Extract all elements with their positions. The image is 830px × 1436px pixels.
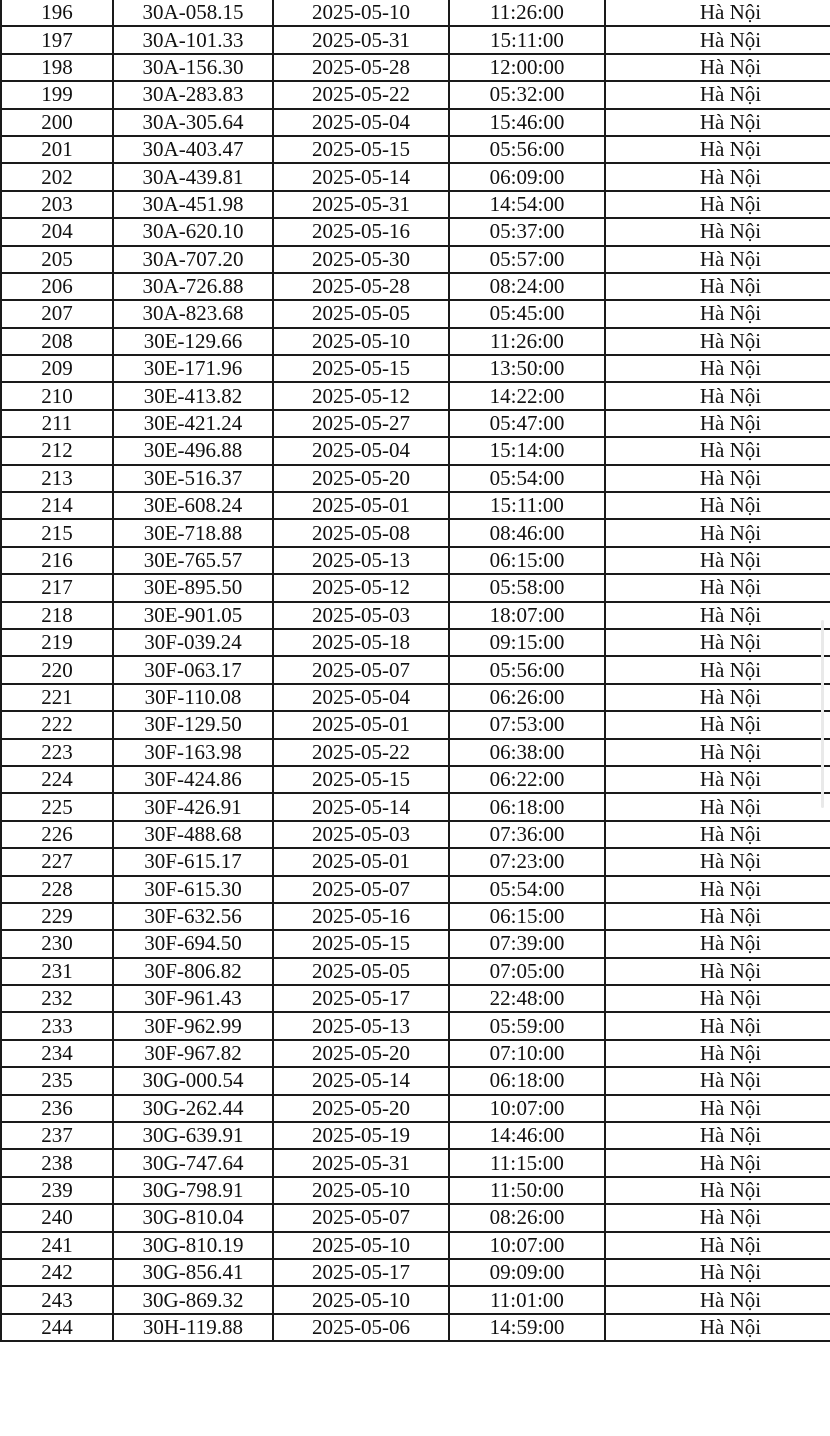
plate-number-cell: 30A-305.64 [113, 109, 273, 136]
plate-number-cell: 30H-119.88 [113, 1314, 273, 1341]
plate-number-cell: 30E-421.24 [113, 410, 273, 437]
date-cell: 2025-05-28 [273, 54, 449, 81]
province-cell: Hà Nội [605, 1177, 830, 1204]
table-row [1, 81, 830, 108]
row-number-cell: 204 [1, 218, 113, 245]
table-row [1, 903, 830, 930]
plate-number-cell: 30E-901.05 [113, 602, 273, 629]
plate-number-cell: 30G-262.44 [113, 1095, 273, 1122]
table-row [1, 382, 830, 409]
province-cell: Hà Nội [605, 985, 830, 1012]
date-cell: 2025-05-31 [273, 191, 449, 218]
time-cell: 11:01:00 [449, 1286, 605, 1313]
time-cell: 07:36:00 [449, 821, 605, 848]
date-cell: 2025-05-12 [273, 382, 449, 409]
time-cell: 14:22:00 [449, 382, 605, 409]
table-row [1, 355, 830, 382]
province-cell: Hà Nội [605, 191, 830, 218]
table-body [1, 0, 830, 1341]
plate-number-cell: 30A-620.10 [113, 218, 273, 245]
plate-number-cell: 30F-063.17 [113, 656, 273, 683]
row-number-cell: 244 [1, 1314, 113, 1341]
table-row [1, 766, 830, 793]
date-cell: 2025-05-12 [273, 574, 449, 601]
plate-number-cell: 30A-403.47 [113, 136, 273, 163]
time-cell: 07:10:00 [449, 1040, 605, 1067]
row-number-cell: 212 [1, 437, 113, 464]
plate-number-cell: 30A-156.30 [113, 54, 273, 81]
date-cell: 2025-05-22 [273, 739, 449, 766]
table-row [1, 876, 830, 903]
row-number-cell: 199 [1, 81, 113, 108]
row-number-cell: 217 [1, 574, 113, 601]
plate-number-cell: 30F-129.50 [113, 711, 273, 738]
row-number-cell: 210 [1, 382, 113, 409]
table-row [1, 54, 830, 81]
row-number-cell: 239 [1, 1177, 113, 1204]
table-row [1, 958, 830, 985]
date-cell: 2025-05-28 [273, 273, 449, 300]
row-number-cell: 236 [1, 1095, 113, 1122]
table-row [1, 465, 830, 492]
plate-number-cell: 30F-488.68 [113, 821, 273, 848]
table-row [1, 711, 830, 738]
date-cell: 2025-05-14 [273, 793, 449, 820]
table-row [1, 109, 830, 136]
table-row [1, 273, 830, 300]
row-number-cell: 230 [1, 930, 113, 957]
row-number-cell: 197 [1, 26, 113, 53]
time-cell: 07:53:00 [449, 711, 605, 738]
row-number-cell: 216 [1, 547, 113, 574]
province-cell: Hà Nội [605, 382, 830, 409]
table-row [1, 136, 830, 163]
row-number-cell: 229 [1, 903, 113, 930]
time-cell: 06:15:00 [449, 547, 605, 574]
plate-number-cell: 30G-856.41 [113, 1259, 273, 1286]
date-cell: 2025-05-16 [273, 218, 449, 245]
time-cell: 06:09:00 [449, 163, 605, 190]
plate-number-cell: 30G-798.91 [113, 1177, 273, 1204]
plate-number-cell: 30A-451.98 [113, 191, 273, 218]
province-cell: Hà Nội [605, 711, 830, 738]
row-number-cell: 226 [1, 821, 113, 848]
plate-number-cell: 30F-962.99 [113, 1012, 273, 1039]
row-number-cell: 234 [1, 1040, 113, 1067]
time-cell: 05:57:00 [449, 246, 605, 273]
time-cell: 18:07:00 [449, 602, 605, 629]
time-cell: 11:15:00 [449, 1149, 605, 1176]
row-number-cell: 232 [1, 985, 113, 1012]
date-cell: 2025-05-15 [273, 930, 449, 957]
row-number-cell: 223 [1, 739, 113, 766]
table-row [1, 1259, 830, 1286]
time-cell: 10:07:00 [449, 1232, 605, 1259]
row-number-cell: 225 [1, 793, 113, 820]
row-number-cell: 221 [1, 684, 113, 711]
province-cell: Hà Nội [605, 602, 830, 629]
date-cell: 2025-05-06 [273, 1314, 449, 1341]
province-cell: Hà Nội [605, 465, 830, 492]
row-number-cell: 237 [1, 1122, 113, 1149]
table-row [1, 0, 830, 26]
date-cell: 2025-05-20 [273, 465, 449, 492]
province-cell: Hà Nội [605, 1259, 830, 1286]
plate-number-cell: 30F-806.82 [113, 958, 273, 985]
time-cell: 09:15:00 [449, 629, 605, 656]
province-cell: Hà Nội [605, 739, 830, 766]
date-cell: 2025-05-08 [273, 519, 449, 546]
table-row [1, 574, 830, 601]
time-cell: 08:24:00 [449, 273, 605, 300]
province-cell: Hà Nội [605, 218, 830, 245]
province-cell: Hà Nội [605, 136, 830, 163]
table-row [1, 739, 830, 766]
plate-number-cell: 30E-496.88 [113, 437, 273, 464]
time-cell: 11:26:00 [449, 0, 605, 26]
province-cell: Hà Nội [605, 492, 830, 519]
plate-number-cell: 30E-171.96 [113, 355, 273, 382]
time-cell: 13:50:00 [449, 355, 605, 382]
province-cell: Hà Nội [605, 410, 830, 437]
province-cell: Hà Nội [605, 0, 830, 26]
table-row [1, 246, 830, 273]
row-number-cell: 201 [1, 136, 113, 163]
time-cell: 06:26:00 [449, 684, 605, 711]
table-row [1, 437, 830, 464]
time-cell: 05:32:00 [449, 81, 605, 108]
date-cell: 2025-05-07 [273, 1204, 449, 1231]
table-row [1, 821, 830, 848]
time-cell: 06:15:00 [449, 903, 605, 930]
table-row [1, 848, 830, 875]
date-cell: 2025-05-10 [273, 1286, 449, 1313]
table-row [1, 1012, 830, 1039]
time-cell: 15:11:00 [449, 26, 605, 53]
table-row [1, 1204, 830, 1231]
plate-number-cell: 30E-608.24 [113, 492, 273, 519]
plate-number-cell: 30A-283.83 [113, 81, 273, 108]
plate-number-cell: 30E-413.82 [113, 382, 273, 409]
province-cell: Hà Nội [605, 793, 830, 820]
time-cell: 05:47:00 [449, 410, 605, 437]
row-number-cell: 213 [1, 465, 113, 492]
province-cell: Hà Nội [605, 1232, 830, 1259]
row-number-cell: 206 [1, 273, 113, 300]
date-cell: 2025-05-17 [273, 1259, 449, 1286]
table-row [1, 300, 830, 327]
time-cell: 12:00:00 [449, 54, 605, 81]
province-cell: Hà Nội [605, 766, 830, 793]
table-row [1, 985, 830, 1012]
time-cell: 14:46:00 [449, 1122, 605, 1149]
plate-number-cell: 30F-694.50 [113, 930, 273, 957]
table-row [1, 163, 830, 190]
plate-number-cell: 30E-129.66 [113, 328, 273, 355]
province-cell: Hà Nội [605, 437, 830, 464]
province-cell: Hà Nội [605, 1149, 830, 1176]
row-number-cell: 231 [1, 958, 113, 985]
table-row [1, 1122, 830, 1149]
plate-number-cell: 30A-707.20 [113, 246, 273, 273]
row-number-cell: 211 [1, 410, 113, 437]
time-cell: 06:38:00 [449, 739, 605, 766]
row-number-cell: 200 [1, 109, 113, 136]
time-cell: 14:59:00 [449, 1314, 605, 1341]
row-number-cell: 205 [1, 246, 113, 273]
province-cell: Hà Nội [605, 958, 830, 985]
plate-number-cell: 30F-967.82 [113, 1040, 273, 1067]
row-number-cell: 241 [1, 1232, 113, 1259]
date-cell: 2025-05-19 [273, 1122, 449, 1149]
time-cell: 05:54:00 [449, 876, 605, 903]
table-row [1, 26, 830, 53]
date-cell: 2025-05-14 [273, 1067, 449, 1094]
province-cell: Hà Nội [605, 328, 830, 355]
time-cell: 05:58:00 [449, 574, 605, 601]
plate-number-cell: 30F-110.08 [113, 684, 273, 711]
table-row [1, 1314, 830, 1341]
table-row [1, 492, 830, 519]
province-cell: Hà Nội [605, 684, 830, 711]
time-cell: 09:09:00 [449, 1259, 605, 1286]
row-number-cell: 198 [1, 54, 113, 81]
time-cell: 15:14:00 [449, 437, 605, 464]
row-number-cell: 196 [1, 0, 113, 26]
plate-number-cell: 30G-000.54 [113, 1067, 273, 1094]
time-cell: 05:45:00 [449, 300, 605, 327]
row-number-cell: 242 [1, 1259, 113, 1286]
plate-number-cell: 30A-726.88 [113, 273, 273, 300]
scrollbar-track[interactable] [821, 620, 824, 808]
time-cell: 06:18:00 [449, 793, 605, 820]
province-cell: Hà Nội [605, 547, 830, 574]
table-row [1, 1149, 830, 1176]
time-cell: 06:22:00 [449, 766, 605, 793]
date-cell: 2025-05-03 [273, 821, 449, 848]
date-cell: 2025-05-15 [273, 136, 449, 163]
date-cell: 2025-05-04 [273, 437, 449, 464]
time-cell: 11:26:00 [449, 328, 605, 355]
table-row [1, 656, 830, 683]
plate-number-cell: 30G-810.04 [113, 1204, 273, 1231]
plate-number-cell: 30F-632.56 [113, 903, 273, 930]
time-cell: 05:37:00 [449, 218, 605, 245]
table-row [1, 930, 830, 957]
table-row [1, 410, 830, 437]
province-cell: Hà Nội [605, 273, 830, 300]
time-cell: 10:07:00 [449, 1095, 605, 1122]
plate-number-cell: 30E-895.50 [113, 574, 273, 601]
province-cell: Hà Nội [605, 1204, 830, 1231]
row-number-cell: 214 [1, 492, 113, 519]
table-row [1, 519, 830, 546]
row-number-cell: 222 [1, 711, 113, 738]
date-cell: 2025-05-10 [273, 1232, 449, 1259]
province-cell: Hà Nội [605, 300, 830, 327]
province-cell: Hà Nội [605, 930, 830, 957]
province-cell: Hà Nội [605, 848, 830, 875]
date-cell: 2025-05-05 [273, 958, 449, 985]
province-cell: Hà Nội [605, 1314, 830, 1341]
row-number-cell: 243 [1, 1286, 113, 1313]
time-cell: 14:54:00 [449, 191, 605, 218]
row-number-cell: 203 [1, 191, 113, 218]
table-row [1, 1067, 830, 1094]
date-cell: 2025-05-10 [273, 0, 449, 26]
plate-number-cell: 30F-615.30 [113, 876, 273, 903]
row-number-cell: 218 [1, 602, 113, 629]
province-cell: Hà Nội [605, 821, 830, 848]
time-cell: 07:05:00 [449, 958, 605, 985]
table-row [1, 793, 830, 820]
time-cell: 05:56:00 [449, 136, 605, 163]
table-row [1, 191, 830, 218]
date-cell: 2025-05-27 [273, 410, 449, 437]
row-number-cell: 215 [1, 519, 113, 546]
table-row [1, 1177, 830, 1204]
date-cell: 2025-05-31 [273, 26, 449, 53]
plate-number-cell: 30F-039.24 [113, 629, 273, 656]
province-cell: Hà Nội [605, 519, 830, 546]
time-cell: 08:26:00 [449, 1204, 605, 1231]
row-number-cell: 227 [1, 848, 113, 875]
time-cell: 07:23:00 [449, 848, 605, 875]
time-cell: 15:11:00 [449, 492, 605, 519]
date-cell: 2025-05-17 [273, 985, 449, 1012]
table-row [1, 1286, 830, 1313]
province-cell: Hà Nội [605, 1286, 830, 1313]
date-cell: 2025-05-18 [273, 629, 449, 656]
time-cell: 15:46:00 [449, 109, 605, 136]
plate-number-cell: 30F-961.43 [113, 985, 273, 1012]
date-cell: 2025-05-10 [273, 328, 449, 355]
plate-number-cell: 30E-516.37 [113, 465, 273, 492]
plate-number-cell: 30E-765.57 [113, 547, 273, 574]
plate-number-cell: 30F-424.86 [113, 766, 273, 793]
date-cell: 2025-05-03 [273, 602, 449, 629]
date-cell: 2025-05-04 [273, 684, 449, 711]
table-row [1, 547, 830, 574]
date-cell: 2025-05-14 [273, 163, 449, 190]
date-cell: 2025-05-13 [273, 1012, 449, 1039]
province-cell: Hà Nội [605, 903, 830, 930]
province-cell: Hà Nội [605, 1012, 830, 1039]
date-cell: 2025-05-04 [273, 109, 449, 136]
row-number-cell: 235 [1, 1067, 113, 1094]
plate-number-cell: 30F-163.98 [113, 739, 273, 766]
table-row [1, 1095, 830, 1122]
plate-number-cell: 30F-426.91 [113, 793, 273, 820]
plate-number-cell: 30F-615.17 [113, 848, 273, 875]
date-cell: 2025-05-10 [273, 1177, 449, 1204]
date-cell: 2025-05-01 [273, 711, 449, 738]
time-cell: 08:46:00 [449, 519, 605, 546]
date-cell: 2025-05-13 [273, 547, 449, 574]
date-cell: 2025-05-01 [273, 492, 449, 519]
date-cell: 2025-05-07 [273, 876, 449, 903]
row-number-cell: 240 [1, 1204, 113, 1231]
row-number-cell: 228 [1, 876, 113, 903]
date-cell: 2025-05-07 [273, 656, 449, 683]
table-row [1, 684, 830, 711]
date-cell: 2025-05-31 [273, 1149, 449, 1176]
table-row [1, 602, 830, 629]
plate-number-cell: 30A-439.81 [113, 163, 273, 190]
province-cell: Hà Nội [605, 656, 830, 683]
plate-number-cell: 30E-718.88 [113, 519, 273, 546]
province-cell: Hà Nội [605, 355, 830, 382]
plate-number-cell: 30A-058.15 [113, 0, 273, 26]
table-row [1, 218, 830, 245]
date-cell: 2025-05-20 [273, 1095, 449, 1122]
time-cell: 05:56:00 [449, 656, 605, 683]
row-number-cell: 238 [1, 1149, 113, 1176]
row-number-cell: 233 [1, 1012, 113, 1039]
row-number-cell: 207 [1, 300, 113, 327]
time-cell: 06:18:00 [449, 1067, 605, 1094]
row-number-cell: 224 [1, 766, 113, 793]
table-row [1, 629, 830, 656]
province-cell: Hà Nội [605, 574, 830, 601]
time-cell: 05:54:00 [449, 465, 605, 492]
plate-number-cell: 30A-101.33 [113, 26, 273, 53]
date-cell: 2025-05-16 [273, 903, 449, 930]
plate-number-cell: 30G-869.32 [113, 1286, 273, 1313]
province-cell: Hà Nội [605, 54, 830, 81]
time-cell: 05:59:00 [449, 1012, 605, 1039]
date-cell: 2025-05-15 [273, 355, 449, 382]
row-number-cell: 202 [1, 163, 113, 190]
time-cell: 22:48:00 [449, 985, 605, 1012]
table-row [1, 1040, 830, 1067]
province-cell: Hà Nội [605, 1122, 830, 1149]
row-number-cell: 208 [1, 328, 113, 355]
province-cell: Hà Nội [605, 1067, 830, 1094]
row-number-cell: 220 [1, 656, 113, 683]
province-cell: Hà Nội [605, 1040, 830, 1067]
date-cell: 2025-05-22 [273, 81, 449, 108]
province-cell: Hà Nội [605, 163, 830, 190]
date-cell: 2025-05-20 [273, 1040, 449, 1067]
province-cell: Hà Nội [605, 109, 830, 136]
date-cell: 2025-05-01 [273, 848, 449, 875]
table-row [1, 328, 830, 355]
province-cell: Hà Nội [605, 246, 830, 273]
plate-number-cell: 30G-639.91 [113, 1122, 273, 1149]
row-number-cell: 219 [1, 629, 113, 656]
table-row [1, 1232, 830, 1259]
plate-number-cell: 30G-810.19 [113, 1232, 273, 1259]
province-cell: Hà Nội [605, 876, 830, 903]
province-cell: Hà Nội [605, 81, 830, 108]
plate-number-cell: 30G-747.64 [113, 1149, 273, 1176]
province-cell: Hà Nội [605, 26, 830, 53]
row-number-cell: 209 [1, 355, 113, 382]
time-cell: 07:39:00 [449, 930, 605, 957]
plate-number-cell: 30A-823.68 [113, 300, 273, 327]
date-cell: 2025-05-15 [273, 766, 449, 793]
time-cell: 11:50:00 [449, 1177, 605, 1204]
date-cell: 2025-05-30 [273, 246, 449, 273]
province-cell: Hà Nội [605, 1095, 830, 1122]
province-cell: Hà Nội [605, 629, 830, 656]
date-cell: 2025-05-05 [273, 300, 449, 327]
